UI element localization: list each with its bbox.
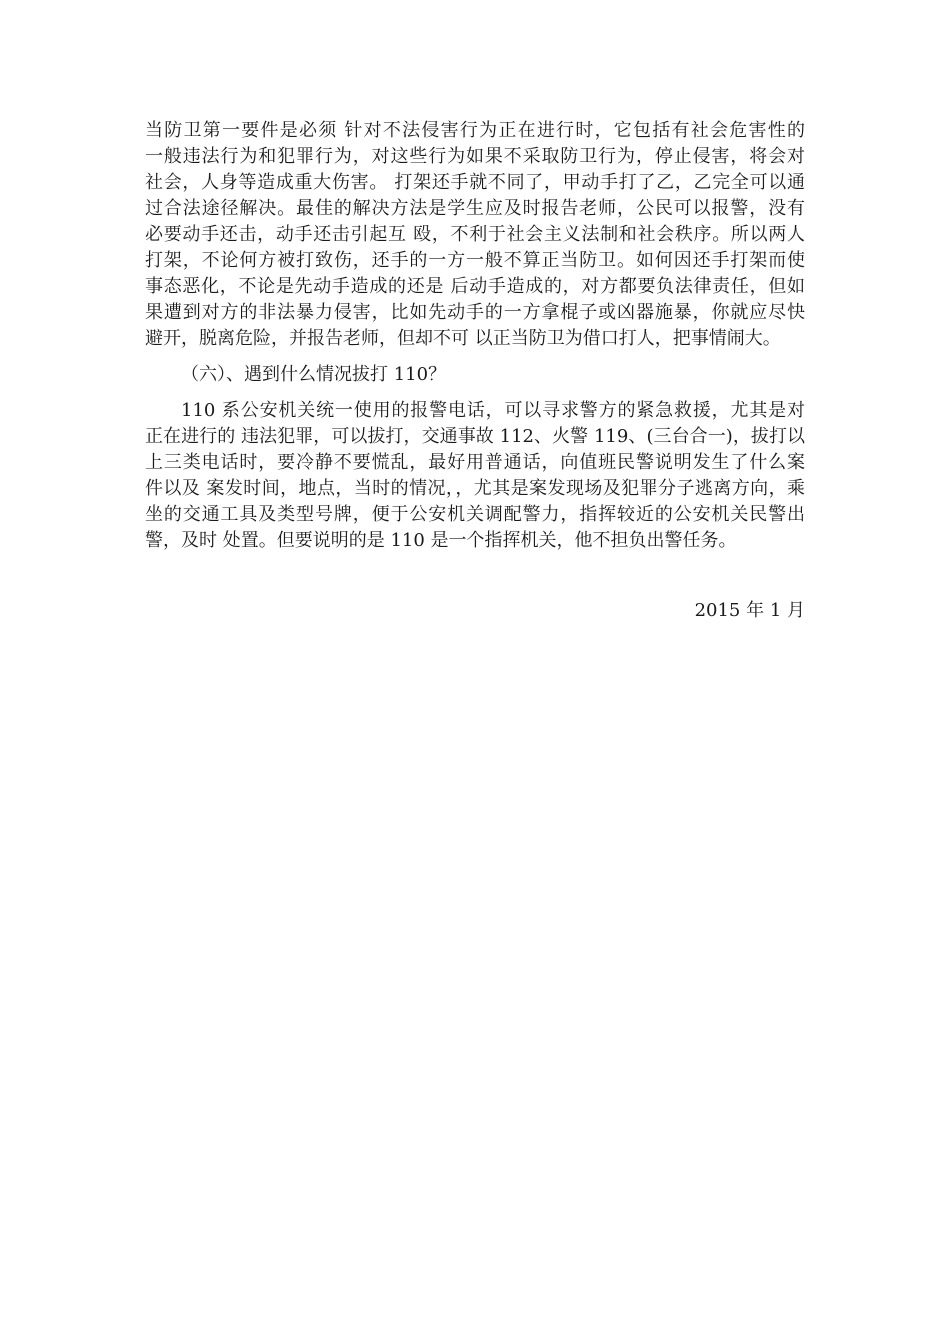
text-line: 必要动手还击，动手还击引起互 殴，不利于社会主义法制和社会秩序。所以两人 bbox=[145, 224, 805, 245]
paragraph-self-defense bbox=[145, 118, 805, 352]
text-line: 件以及 案发时间，地点，当时的情况，，尤其是案发现场及犯罪分子逃离方向，乘 bbox=[145, 478, 805, 499]
document-date: 2015 年 1 月 bbox=[694, 600, 805, 621]
text-line: 避开，脱离危险，并报告老师，但却不可 以正当防卫为借口打人，把事情闹大。 bbox=[145, 328, 781, 349]
document-body bbox=[145, 118, 805, 554]
text-line: 上三类电话时，要冷静不要慌乱，最好用普通话，向值班民警说明发生了什么案 bbox=[145, 452, 805, 473]
text-line: 当防卫第一要件是必须 针对不法侵害行为正在进行时，它包括有社会危害性的 bbox=[145, 120, 805, 141]
text-line: 正在进行的 违法犯罪，可以拔打，交通事故 112、火警 119、(三台合一)，拔打以 bbox=[145, 426, 805, 447]
text-line: 一般违法行为和犯罪行为，对这些行为如果不采取防卫行为，停止侵害，将会对 bbox=[145, 146, 805, 167]
text-line: 果遭到对方的非法暴力侵害，比如先动手的一方拿棍子或凶器施暴，你就应尽快 bbox=[145, 302, 805, 323]
text-line: 110 系公安机关统一使用的报警电话，可以寻求警方的紧急救援，尤其是对 bbox=[181, 400, 805, 421]
text-line: 过合法途径解决。最佳的解决方法是学生应及时报告老师，公民可以报警，没有 bbox=[145, 198, 805, 219]
text-line: 坐的交通工具及类型号牌，便于公安机关调配警力，指挥较近的公安机关民警出 bbox=[145, 504, 805, 525]
text-line: 社会，人身等造成重大伤害。 打架还手就不同了，甲动手打了乙，乙完全可以通 bbox=[145, 172, 805, 193]
section-heading: （六）、遇到什么情况拔打 110？ bbox=[181, 364, 447, 385]
text-line: 警，及时 处置。但要说明的是 110 是一个指挥机关，他不担负出警任务。 bbox=[145, 530, 737, 551]
paragraph-110-emergency bbox=[145, 398, 805, 554]
text-line: 事态恶化，不论是先动手造成的还是 后动手造成的，对方都要负法律责任，但如 bbox=[145, 276, 805, 297]
text-line: 打架，不论何方被打致伤，还手的一方一般不算正当防卫。如何因还手打架而使 bbox=[145, 250, 805, 271]
